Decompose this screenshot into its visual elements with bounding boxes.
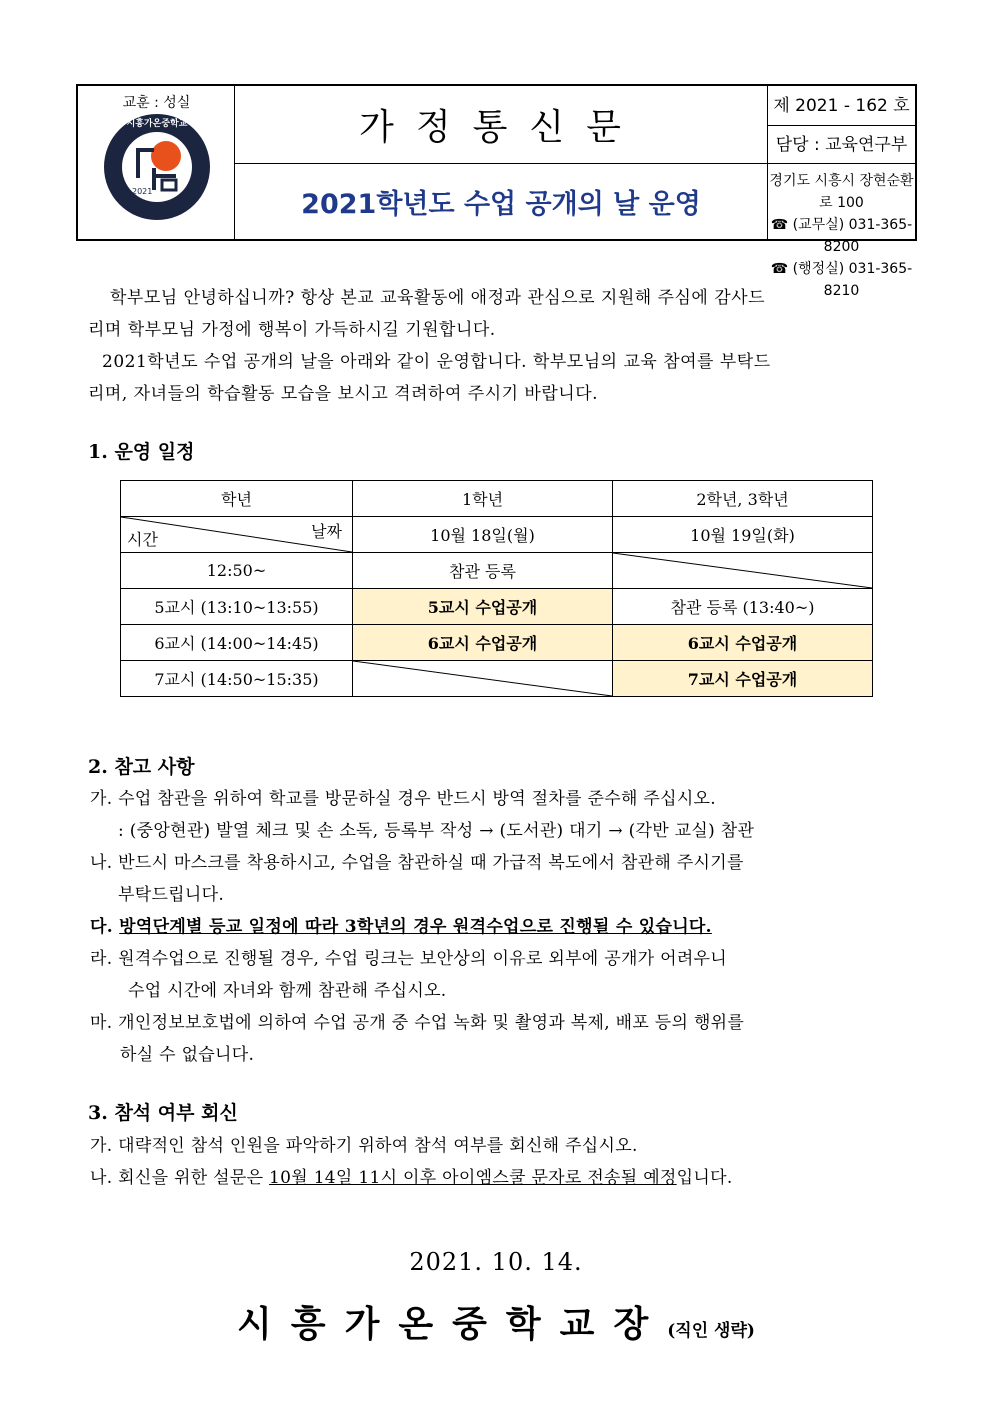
note-ra-continued: 수업 시간에 자녀와 함께 참관해 주십시오. bbox=[128, 981, 447, 1001]
intro-line: 2021학년도 수업 공개의 날을 아래와 같이 운영합니다. 학부모님의 교육 참여를 부탁드 bbox=[102, 352, 771, 372]
note-da-prefix: 다. bbox=[90, 917, 120, 937]
grade-1-open-class: 5교시 수업공개 bbox=[353, 589, 613, 625]
signature-block bbox=[0, 1296, 992, 1347]
logo-school-name: 시흥가온중학교 bbox=[126, 119, 188, 129]
section-2-heading: 2. 참고 사항 bbox=[88, 756, 195, 778]
letterhead-info bbox=[768, 86, 915, 299]
notes-list bbox=[90, 783, 910, 1071]
school-principal: 시흥가온중학교장 bbox=[237, 1303, 668, 1345]
department: 담당 : 교육연구부 bbox=[768, 126, 915, 164]
header-grade-2-3: 2학년, 3학년 bbox=[613, 481, 873, 517]
section-3-heading: 3. 참석 여부 회신 bbox=[88, 1102, 238, 1124]
reply-na-schedule: 10월 14일 11시 이후 아이엠스쿨 문자로 전송될 예정 bbox=[269, 1168, 677, 1188]
grade-1-cell: 참관 등록 bbox=[353, 553, 613, 589]
grade-1-open-class: 6교시 수업공개 bbox=[353, 625, 613, 661]
issue-date: 2021. 10. 14. bbox=[409, 1248, 583, 1276]
note-da bbox=[90, 911, 910, 943]
logo-panel bbox=[78, 86, 235, 239]
intro-paragraph-2 bbox=[88, 346, 908, 410]
header-time-label: 시간 bbox=[127, 530, 158, 549]
intro-paragraph-1 bbox=[88, 282, 908, 346]
intro-line: 리며, 자녀들의 학습활동 모습을 보시고 격려하여 주시기 바랍니다. bbox=[88, 384, 599, 404]
header-grade-1: 1학년 bbox=[353, 481, 613, 517]
logo-year: 2021 bbox=[132, 187, 153, 196]
phone-admin: ☎ (행정실) 031-365-8210 bbox=[770, 261, 913, 299]
phone-academic: ☎ (교무실) 031-365-8200 bbox=[770, 217, 913, 255]
intro-line: 학부모님 안녕하십니까? 항상 본교 교육활동에 애정과 관심으로 지원해 주심에 감사드 bbox=[110, 288, 766, 308]
note-da-text: 방역단계별 등교 일정에 따라 3학년의 경우 원격수업으로 진행될 수 있습니다. bbox=[119, 917, 712, 937]
header-grade: 학년 bbox=[121, 481, 353, 517]
schedule-table bbox=[120, 480, 873, 697]
note-ra: 라. 원격수업으로 진행될 경우, 수업 링크는 보안상의 이유로 외부에 공개가 어려우니 bbox=[90, 949, 727, 969]
seal-omitted-note: (직인 생략) bbox=[667, 1321, 755, 1341]
time-cell: 6교시 (14:00~14:45) bbox=[121, 625, 353, 661]
document-subtitle: 2021학년도 수업 공개의 날 운영 bbox=[235, 164, 768, 239]
header-date-label: 날짜 bbox=[311, 522, 342, 541]
school-motto: 교훈 : 성실 bbox=[122, 95, 191, 111]
header-diagonal-cell bbox=[121, 517, 353, 553]
school-logo-icon bbox=[102, 112, 212, 222]
date-grade-2-3: 10월 19일(화) bbox=[613, 517, 873, 553]
intro-line: 리며 학부모님 가정에 행복이 가득하시길 기원합니다. bbox=[88, 320, 496, 340]
reply-ga: 가. 대략적인 참석 인원을 파악하기 위하여 참석 여부를 회신해 주십시오. bbox=[90, 1136, 638, 1156]
empty-diagonal-cell bbox=[613, 553, 873, 589]
grade-2-3-open-class: 6교시 수업공개 bbox=[613, 625, 873, 661]
note-ma: 마. 개인정보보호법에 의하여 수업 공개 중 수업 녹화 및 촬영과 복제, 배포 등의 행위를 bbox=[90, 1013, 745, 1033]
reply-na-suffix: 입니다. bbox=[676, 1168, 733, 1188]
note-ga-detail: : (중앙현관) 발열 체크 및 손 소독, 등록부 작성 → (도서관) 대기 → (각반 교실) 참관 bbox=[118, 821, 755, 841]
note-ga: 가. 수업 참관을 위하여 학교를 방문하실 경우 반드시 방역 절차를 준수해 주십시오. bbox=[90, 789, 716, 809]
date-grade-1: 10월 18일(월) bbox=[353, 517, 613, 553]
document-title: 가정통신문 bbox=[235, 86, 768, 164]
reply-na-prefix: 나. 회신을 위한 설문은 bbox=[90, 1168, 270, 1188]
address: 경기도 시흥시 장현순환로 100 bbox=[769, 173, 914, 211]
reply-na bbox=[90, 1162, 910, 1194]
grade-2-3-open-class: 7교시 수업공개 bbox=[613, 661, 873, 697]
note-na: 나. 반드시 마스크를 착용하시고, 수업을 참관하실 때 가급적 복도에서 참관해 주시기를 bbox=[90, 853, 744, 873]
note-na-continued: 부탁드립니다. bbox=[118, 885, 225, 905]
reply-list bbox=[90, 1130, 910, 1194]
note-ma-continued: 하실 수 없습니다. bbox=[120, 1045, 255, 1065]
section-1-heading: 1. 운영 일정 bbox=[88, 441, 195, 463]
time-cell: 5교시 (13:10~13:55) bbox=[121, 589, 353, 625]
issue-number: 제 2021 - 162 호 bbox=[768, 86, 915, 126]
empty-diagonal-cell bbox=[353, 661, 613, 697]
time-cell: 12:50~ bbox=[121, 553, 353, 589]
time-cell: 7교시 (14:50~15:35) bbox=[121, 661, 353, 697]
grade-2-3-cell: 참관 등록 (13:40~) bbox=[613, 589, 873, 625]
